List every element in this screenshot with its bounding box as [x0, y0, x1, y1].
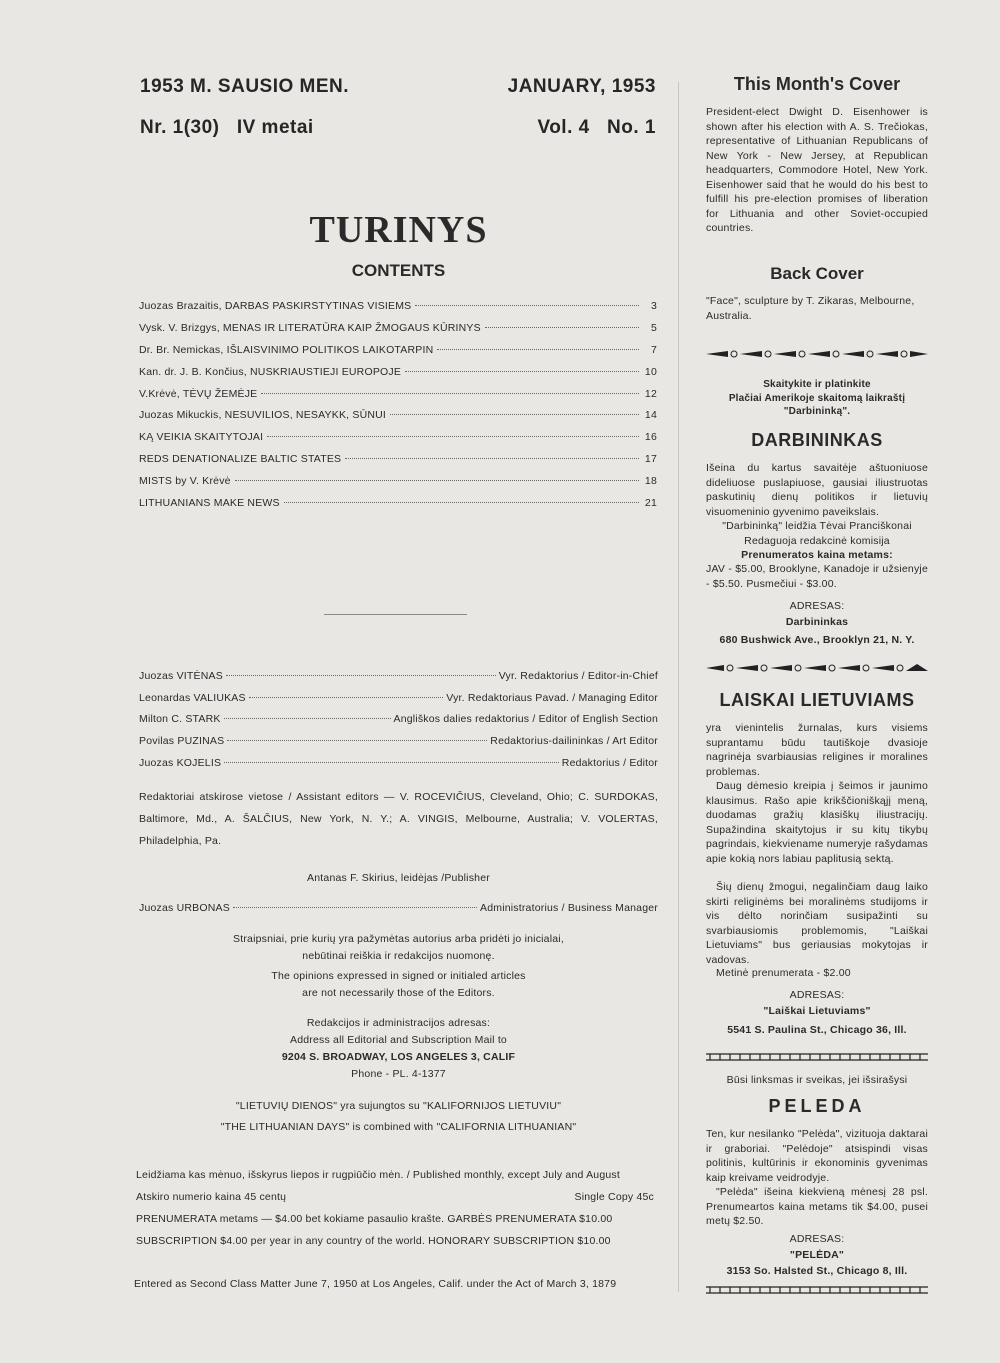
darbininkas-price: JAV - $5.00, Brooklyne, Kanadoje ir užsienyje - $5.50. Pusmečiui - $3.00.: [706, 563, 928, 590]
toc-item-title: Juozas Brazaitis, DARBAS PASKIRSTYTINAS VISIEMS: [139, 300, 412, 312]
leader-dots: [233, 907, 477, 908]
toc-item[interactable]: [139, 431, 657, 447]
issue-date-en: JANUARY, 1953: [507, 76, 656, 97]
leader-dots: [267, 436, 639, 437]
leader-dots: [226, 675, 496, 676]
section-rule: [324, 614, 467, 615]
info-line: "Darbininką" leidžia Tėvai Pranciškonai: [722, 520, 912, 532]
staff-row: [139, 713, 658, 729]
toc-item[interactable]: [139, 322, 657, 338]
staff-row: [139, 735, 658, 751]
toc-item-title: Kan. dr. J. B. Končius, NUSKRIAUSTIEJI EUROPOJE: [139, 366, 402, 378]
address-street: 680 Bushwick Ave., Brooklyn 21, N. Y.: [719, 634, 915, 646]
promo-line: "Darbininką".: [783, 406, 851, 417]
staff-role: Vyr. Redaktoriaus Pavad. / Managing Editor: [446, 692, 658, 704]
address-street: 3153 So. Halsted St., Chicago 8, Ill.: [726, 1265, 908, 1277]
toc-item-title: Vysk. V. Brizgys, MENAS IR LITERATŪRA KAIP ŽMOGAUS KŪRINYS: [139, 322, 481, 334]
address-street: 9204 S. BROADWAY, LOS ANGELES 3, CALIF: [281, 1051, 516, 1063]
leader-dots: [227, 740, 487, 741]
contents-subtitle: CONTENTS: [351, 261, 446, 280]
leader-dots: [485, 327, 639, 328]
info-line: Prenumeratos kaina metams:: [741, 549, 893, 561]
toc-item[interactable]: [139, 388, 657, 404]
publication-frequency: Leidžiama kas mėnuo, išskyrus liepos ir rugpiūčio mėn. / Published monthly, except July and August: [136, 1169, 620, 1181]
address-label: ADRESAS:: [789, 1233, 845, 1245]
toc-item-page: 14: [644, 409, 657, 421]
toc-item[interactable]: [139, 497, 657, 513]
promo-line: Plačiai Amerikoje skaitomą laikraštį: [728, 392, 906, 404]
cover-title: This Month's Cover: [733, 74, 901, 94]
darbininkas-title: DARBININKAS: [751, 430, 883, 450]
address-name: Darbininkas: [785, 616, 849, 628]
column-divider: [678, 82, 679, 1292]
staff-row: [139, 757, 658, 773]
subscription-en: SUBSCRIPTION $4.00 per year in any country of the world. HONORARY SUBSCRIPTION $10.00: [136, 1235, 611, 1247]
promo-line: Skaitykite ir platinkite: [763, 379, 871, 390]
leader-dots: [261, 393, 639, 394]
info-line: Redaguoja redakcinė komisija: [744, 534, 890, 547]
issue-date-lt: 1953 M. SAUSIO MEN.: [140, 76, 350, 97]
leader-dots: [405, 371, 639, 372]
leader-dots: [390, 414, 639, 415]
staff-role: Vyr. Redaktorius / Editor-in-Chief: [498, 670, 658, 682]
leader-dots: [224, 762, 559, 763]
toc-item-title: MISTS by V. Krėvė: [139, 475, 231, 487]
toc-item[interactable]: [139, 453, 657, 469]
leader-dots: [284, 502, 639, 503]
laiskai-price: Metinė prenumerata - $2.00: [716, 967, 851, 979]
peleda-price: "Pelėda" išeina kiekvieną mėnesį 28 psl. Prenumeartos kaina metams tik $4.00, pusei metų $2.50.: [706, 1186, 928, 1227]
toc-item-page: 17: [644, 453, 657, 465]
back-cover-description: "Face", sculpture by T. Zikaras, Melbourne, Australia.: [706, 295, 915, 322]
disclaimer-en: [139, 968, 658, 1002]
issue-number-lt: Nr. 1(30) IV metai: [140, 117, 314, 138]
staff-row: [139, 670, 658, 686]
leader-dots: [235, 480, 639, 481]
ornament-divider: [706, 663, 928, 673]
laiskai-title: LAISKAI LIETUVIAMS: [719, 690, 915, 710]
leader-dots: [249, 697, 444, 698]
leader-dots: [224, 718, 391, 719]
staff-role: Administratorius / Business Manager: [480, 902, 658, 914]
toc-item-page: 12: [644, 388, 657, 400]
toc-item-page: 16: [644, 431, 657, 443]
combined-notice: [139, 1096, 658, 1138]
staff-name: Juozas KOJELIS: [139, 757, 222, 769]
toc-item-title: Dr. Br. Nemickas, IŠLAISVINIMO POLITIKOS LAIKOTARPIN: [139, 344, 434, 356]
address-street: 5541 S. Paulina St., Chicago 36, Ill.: [727, 1024, 907, 1036]
disclaimer-lt-line: Straipsniai, prie kurių yra pažymėtas autorius arba pridėti jo inicialai,: [233, 933, 564, 945]
staff-name: Juozas VITĖNAS: [139, 670, 223, 682]
toc-item-page: 5: [650, 322, 657, 334]
peleda-address: [706, 1231, 928, 1279]
assistant-editors: Redaktoriai atskirose vietose / Assistant editors — V. ROCEVIČIUS, Cleveland, Ohio; C. SURDOKAS, Baltimore, Md., A. ŠALČIUS, New York, N. Y.; A. VINGIS, Melbourne, Australia; V. VOLERTAS, Philadelphia, Pa.: [139, 791, 658, 847]
disclaimer-en-line: are not necessarily those of the Editors.: [302, 987, 495, 999]
toc-item-page: 3: [650, 300, 657, 312]
staff-role: Redaktorius / Editor: [561, 757, 658, 769]
toc-item[interactable]: [139, 409, 657, 425]
disclaimer-en-line: The opinions expressed in signed or initialed articles: [271, 970, 526, 982]
toc-item-title: LITHUANIANS MAKE NEWS: [139, 497, 280, 509]
staff-name: Leonardas VALIUKAS: [139, 692, 246, 704]
address-line: Redakcijos ir administracijos adresas:: [306, 1017, 491, 1029]
staff-role: Redaktorius-dailininkas / Art Editor: [490, 735, 658, 747]
subscription-lt: PRENUMERATA metams — $4.00 bet kokiame pasaulio krašte. GARBĖS PRENUMERATA $10.00: [136, 1213, 613, 1225]
single-copy-lt: Atskiro numerio kaina 45 centų: [136, 1191, 287, 1203]
address-label: ADRESAS:: [789, 989, 845, 1001]
laiskai-paragraph: Šių dienų žmogui, negalinčiam daug laiko skirti religinėms bei moralinėms studijoms ir vis dėlto norinčiam susipažinti su svarbiausiomis problemomis, "Laiškai Lietuviams" bus geriausias mokytojas ir vadovas.: [706, 881, 928, 966]
toc-item[interactable]: [139, 344, 657, 360]
laiskai-address: [706, 987, 928, 1038]
toc-item-page: 18: [644, 475, 657, 487]
address-name: "Laiškai Lietuviams": [763, 1005, 871, 1017]
darbininkas-publisher: [706, 519, 928, 563]
staff-role: Angliškos dalies redaktorius / Editor of English Section: [393, 713, 658, 725]
darbininkas-description: Išeina du kartus savaitėje aštuoniuose dideliuose puslapiuose, gausiai iliustruotas paskutinių dienų politikos ir lietuvių visuomeninio gyvenimo paveikslais.: [706, 462, 928, 518]
publisher: Antanas F. Skirius, leidėjas /Publisher: [307, 872, 490, 884]
address-name: "PELĖDA": [789, 1249, 845, 1261]
single-copy-en: Single Copy 45c: [574, 1191, 654, 1203]
leader-dots: [345, 458, 639, 459]
staff-name: Juozas URBONAS: [139, 902, 230, 914]
toc-item-title: V.Krėvė, TĖVŲ ŽEMĖJE: [139, 388, 258, 400]
leader-dots: [415, 305, 639, 306]
toc-item-title: REDS DENATIONALIZE BALTIC STATES: [139, 453, 342, 465]
toc-item-title: KĄ VEIKIA SKAITYTOJAI: [139, 431, 264, 443]
ornament-divider: [706, 1052, 928, 1062]
toc-item-page: 10: [644, 366, 657, 378]
mail-entry-notice: Entered as Second Class Matter June 7, 1950 at Los Angeles, Calif. under the Act of March 3, 1879: [134, 1278, 617, 1290]
toc-item[interactable]: [139, 475, 657, 491]
address-phone: Phone - PL. 4-1377: [351, 1068, 446, 1080]
toc-item-title: Juozas Mikuckis, NESUVILIOS, NESAYKK, SŪNUI: [139, 409, 387, 421]
combined-line: "LIETUVIŲ DIENOS" yra sujungtos su "KALIFORNIJOS LIETUVIU": [235, 1100, 562, 1112]
darbininkas-address: [706, 598, 928, 648]
disclaimer-lt: [139, 931, 658, 965]
leader-dots: [437, 349, 639, 350]
combined-line: "THE LITHUANIAN DAYS" is combined with "CALIFORNIA LITHUANIAN": [220, 1121, 577, 1133]
toc-item-page: 7: [650, 344, 657, 356]
editorial-address: [139, 1015, 658, 1083]
toc-item[interactable]: [139, 300, 657, 316]
issue-volume-en: Vol. 4 No. 1: [537, 117, 656, 138]
ornament-divider: [706, 1285, 928, 1295]
staff-name: Milton C. STARK: [139, 713, 221, 725]
laiskai-intro: yra vienintelis žurnalas, kurs visiems suprantamu būdu tautiškoje dvasioje nagrinėja svarbiausias religines ir moralines problemas.: [706, 722, 928, 778]
laiskai-paragraph: Daug dėmesio kreipia į šeimos ir jaunimo klausimus. Rašo apie krikščioniškąjį meną, duodamas gražių klasiškų iliustracijų. Supažindina skaitytojus ir su kitų tikybų pagrindais, kiekviename numeryje rašydamas apie kokią nors labiau paplitusią sektą.: [706, 780, 928, 865]
toc-item-page: 21: [644, 497, 657, 509]
peleda-description: Ten, kur nesilanko "Pelėda", vizituoja daktarai ir graboriai. "Pelėdoje" atsispindi visas politinis, kultūrinis ir ekonominis gyvenimas kaip kreivame veidrodyje.: [706, 1128, 928, 1184]
cover-description: President-elect Dwight D. Eisenhower is shown after his election with A. S. Trečiokas, representative of Lithuanian Republicans of New York - New Jersey, at Republican headquarters, Commodore Hotel, New York. Eisenhower said that he would do his best to fulfill his pre-election promises of liberation for Lithuania and other Soviet-occupied countries.: [706, 106, 928, 234]
contents-title: TURINYS: [309, 209, 488, 251]
peleda-tagline: Būsi linksmas ir sveikas, jei išsirašysi: [726, 1074, 908, 1086]
ornament-divider: [706, 349, 928, 359]
staff-row: [139, 692, 658, 708]
address-line: Address all Editorial and Subscription Mail to: [290, 1034, 507, 1046]
peleda-title: PELEDA: [768, 1096, 866, 1116]
staff-name: Povilas PUZINAS: [139, 735, 225, 747]
back-cover-title: Back Cover: [770, 264, 864, 283]
business-manager-row: [139, 902, 658, 918]
toc-item[interactable]: [139, 366, 657, 382]
disclaimer-lt-line: nebūtinai reiškia ir redakcijos nuomonę.: [302, 950, 495, 962]
darbininkas-promo: [706, 378, 928, 419]
address-label: ADRESAS:: [789, 600, 845, 612]
